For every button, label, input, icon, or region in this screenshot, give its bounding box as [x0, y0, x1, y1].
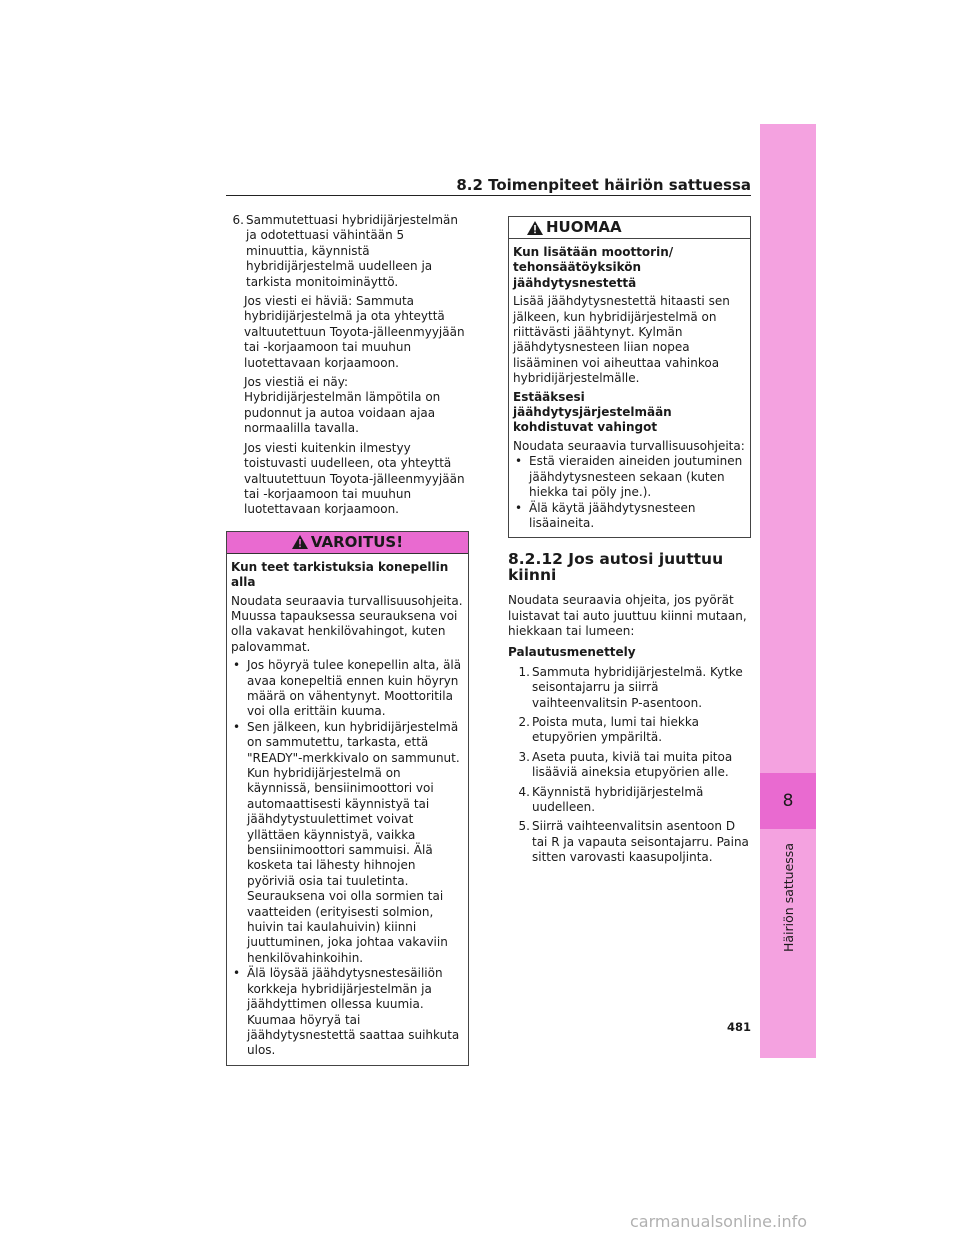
warning-bullet: [231, 720, 464, 967]
section-title: 8.2.12 Jos autosi juuttuu kiinni: [508, 550, 724, 584]
warning-bullet: [231, 966, 464, 1058]
notice-triangle-icon: [527, 221, 543, 235]
notice-bullet: [513, 454, 746, 500]
warning-header: [227, 532, 468, 554]
notice-subtitle-1: Kun lisätään moottorin/ tehonsäätöyksikön jäähdytysnestettä: [513, 245, 674, 290]
bullet-text: Sen jälkeen, kun hybridijärjestelmä on sammutettu, tarkasta, että "READY"-merkkivalo on sammunut. Kun hybridijärjestelmä on käynnissä, bensiinimoottori voi automaattisesti käynnistyä tai jäähdytystuulettimet voivat yllättäen käynnistyä, vaikka bensiinimoottori sammuisi. Älä kosketa tai lähesty hihnojen pyöriviä osia tai tuuletinta. Seurauksena voi olla sormien tai vaatteiden (erityisesti solmion, huivin tai kaulahuivin) kiinni juuttuminen, joka johtaa vakaviin henkilövahinkoihin.: [247, 719, 460, 965]
chapter-side-label: [771, 838, 805, 956]
procedure-step: [508, 785, 751, 816]
step-text: Käynnistä hybridijärjestelmä uudelleen.: [532, 784, 704, 814]
bullet-text: Estä vieraiden aineiden joutuminen jäähdytysnesteen sekaan (kuten hiekka tai pöly jne.).: [529, 454, 743, 500]
step-6-case-2: Jos viestiä ei näy: Hybridijärjestelmän lämpötila on pudonnut ja autoa voidaan ajaa normaalilla tavalla.: [244, 375, 441, 436]
procedure-title: Palautusmenettely: [508, 645, 636, 660]
step-text: Siirrä vaihteenvalitsin asentoon D tai R ja vapauta seisontajarru. Paina sitten varovasti kaasupoljinta.: [532, 819, 749, 865]
left-column: [226, 213, 469, 1066]
warning-title: VAROITUS!: [310, 532, 404, 551]
bullet-mark: •: [233, 966, 241, 981]
warning-body: [227, 554, 468, 1065]
notice-subtitle-2: Estääksesi jäähdytysjärjestelmään kohdistuvat vahingot: [513, 389, 672, 435]
step-text: Sammutettuasi hybridijärjestelmän ja odotettuasi vähintään 5 minuuttia, käynnistä hybridijärjestelmä uudelleen ja tarkista monitoiminäyttö.: [246, 213, 459, 289]
chapter-number: 8: [760, 773, 816, 829]
right-column: [508, 216, 751, 870]
warning-triangle-icon: [292, 535, 308, 549]
header-divider: [226, 195, 751, 196]
warning-intro: Noudata seuraavia turvallisuusohjeita. Muussa tapauksessa seurauksena voi olla vakavat henkilövahingot, kuten palovammat.: [231, 593, 463, 654]
watermark: carmanualsonline.info: [630, 1212, 808, 1231]
step-6: [226, 213, 469, 290]
bullet-text: Älä käytä jäähdytysnesteen lisäaineita.: [529, 500, 696, 530]
notice-body: [509, 239, 750, 537]
warning-box: [226, 531, 469, 1066]
step-text: Sammuta hybridijärjestelmä. Kytke seisontajarru ja siirrä vaihteenvalitsin P-asentoon.: [532, 664, 743, 710]
notice-header: [509, 217, 750, 239]
step-number: 4.: [518, 784, 530, 799]
procedure-step: [508, 819, 751, 865]
warning-subtitle: Kun teet tarkistuksia konepellin alla: [231, 559, 449, 590]
step-number: 2.: [518, 714, 530, 729]
page-number: 481: [727, 1020, 752, 1034]
notice-title: HUOMAA: [546, 217, 622, 236]
bullet-mark: •: [515, 454, 523, 469]
bullet-mark: •: [515, 500, 523, 515]
step-text: Poista muta, lumi tai hiekka etupyörien ympäriltä.: [532, 714, 699, 745]
step-text: Aseta puuta, kiviä tai muita pitoa lisääviä aineksia etupyörien alle.: [532, 749, 733, 780]
step-6-case-3: Jos viesti kuitenkin ilmestyy toistuvasti uudelleen, ota yhteyttä valtuutettuun Toyota-jälleenmyyjään tai -korjaamoon tai muuhun luotettavaan korjaamoon.: [244, 440, 465, 517]
procedure-step: [508, 715, 751, 746]
bullet-mark: •: [233, 719, 241, 734]
section-header-title: 8.2 Toimenpiteet häiriön sattuessa: [456, 176, 751, 194]
notice-paragraph-1: Lisää jäähdytysnestettä hitaasti sen jälkeen, kun hybridijärjestelmä on riittävästi jäähtynyt. Kylmän jäähdytysnesteen liian nopea lisääminen voi aiheuttaa vahinkoa hybridijärjestelmälle.: [513, 294, 730, 386]
step-6-case-1: Jos viesti ei häviä: Sammuta hybridijärjestelmä ja ota yhteyttä valtuutettuun Toyota-jälleenmyyjään tai -korjaamoon tai muuhun luotettavaan korjaamoon.: [244, 294, 465, 370]
notice-box: [508, 216, 751, 538]
notice-paragraph-2: Noudata seuraavia turvallisuusohjeita:: [513, 438, 745, 453]
procedure-step: [508, 665, 751, 711]
bullet-text: Jos höyryä tulee konepellin alta, älä avaa konepeltiä ennen kuin höyryn määrä on vähentynyt. Moottoritila voi olla erittäin kuuma.: [247, 658, 462, 719]
procedure-step: [508, 750, 751, 781]
procedure-steps: [508, 665, 751, 866]
step-number: 6.: [232, 213, 244, 227]
step-number: 5.: [518, 819, 530, 834]
bullet-text: Älä löysää jäähdytysnestesäiliön korkkeja hybridijärjestelmän ja jäähdyttimen ollessa kuumia. Kuumaa höyryä tai jäähdytysnestettä saattaa suihkuta ulos.: [247, 966, 460, 1058]
section-intro: Noudata seuraavia ohjeita, jos pyörät luistavat tai auto juuttuu kiinni mutaan, hiekkaan tai lumeen:: [508, 593, 747, 638]
notice-bullet: [513, 501, 746, 532]
step-number: 3.: [518, 749, 530, 764]
bullet-mark: •: [233, 658, 241, 673]
step-number: 1.: [518, 664, 530, 679]
warning-bullet: [231, 658, 464, 720]
chapter-title: Häiriön sattuessa: [780, 842, 796, 952]
